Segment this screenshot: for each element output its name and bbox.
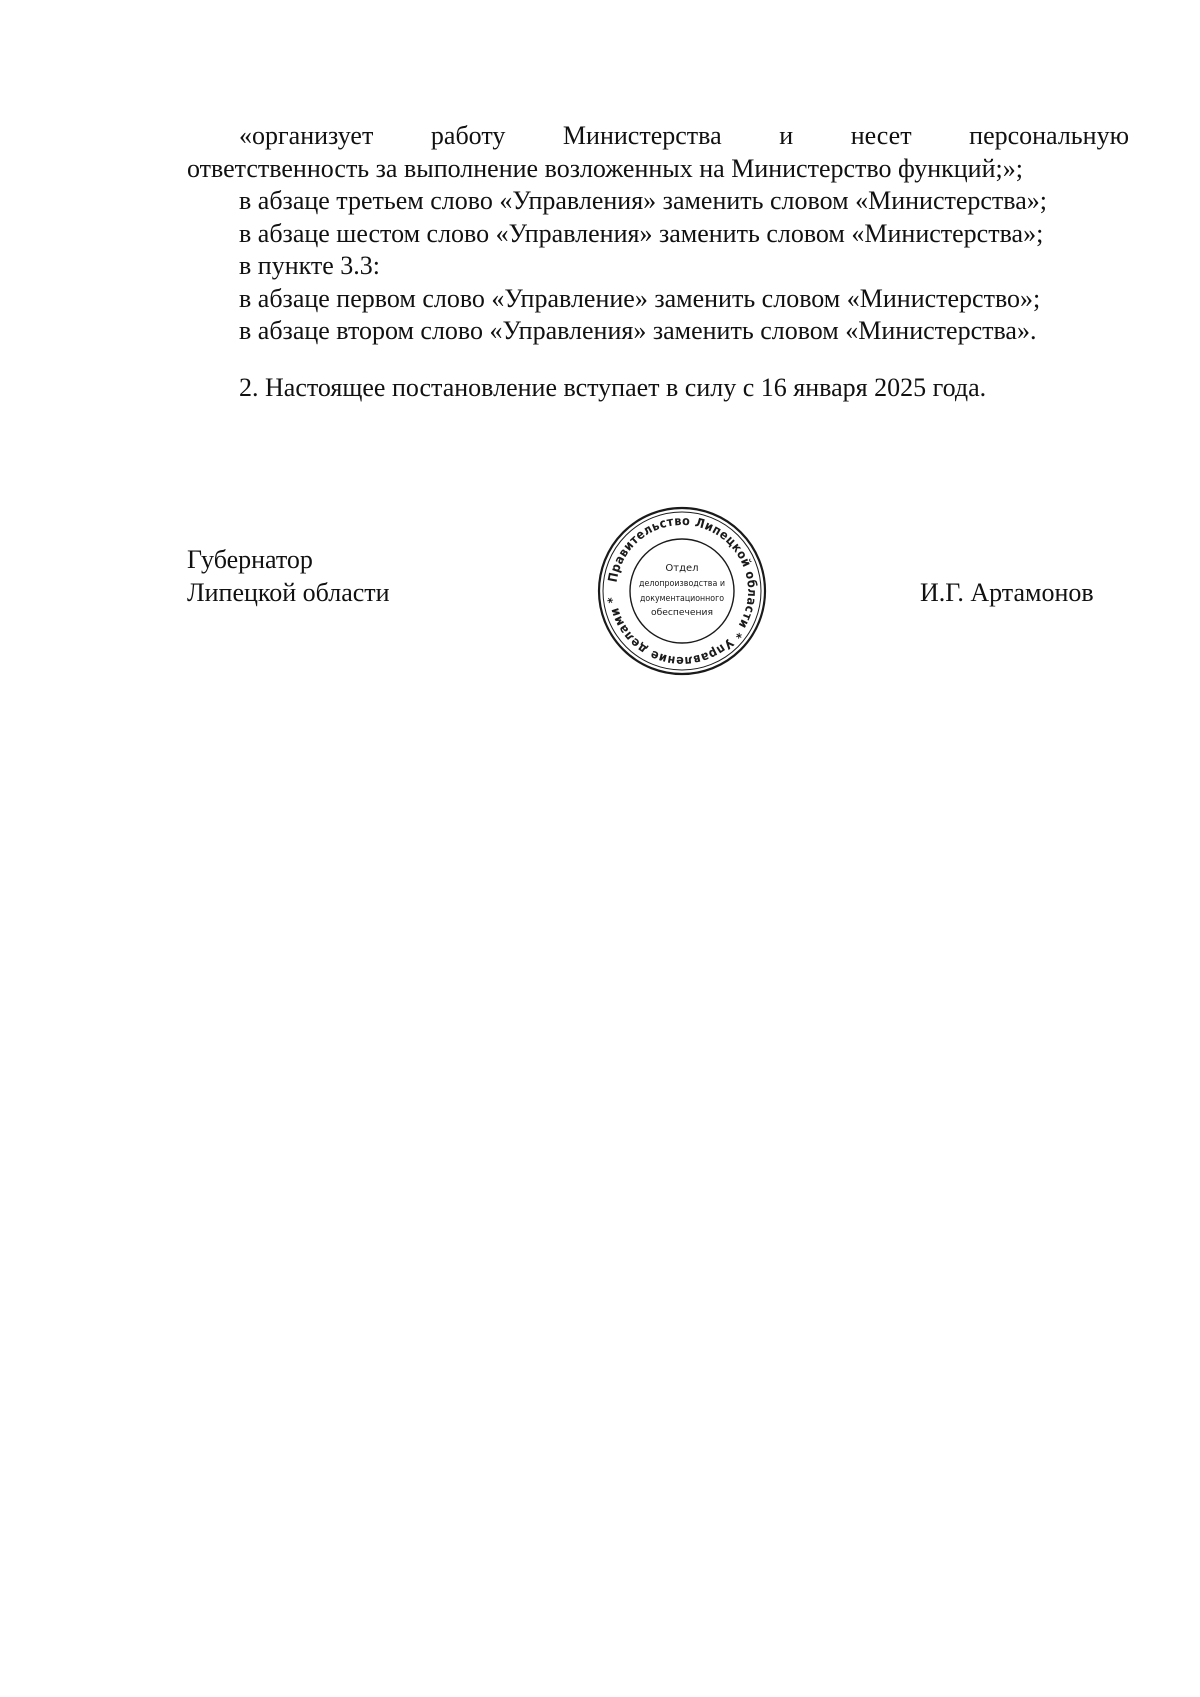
paragraph-line: «организует работу Министерства и несет персональную: [239, 121, 1129, 150]
signatory-title-line: Губернатор: [187, 545, 313, 574]
stamp-outer-text: Правительство Липецкой области * Управление делами *: [604, 512, 761, 670]
signatory-title: [187, 544, 390, 609]
stamp-inner-line: обеспечения: [651, 608, 713, 618]
paragraph: в абзаце третьем слово «Управления» заменить словом «Министерства»;: [239, 186, 1047, 215]
paragraph: в абзаце шестом слово «Управления» заменить словом «Министерства»;: [239, 218, 1044, 248]
paragraph: в абзаце первом слово «Управление» заменить словом «Министерство»;: [239, 283, 1041, 313]
paragraph-continuation: [187, 120, 1129, 185]
paragraph-effective-date: 2. Настоящее постановление вступает в силу с 16 января 2025 года.: [239, 372, 987, 402]
paragraph-line: ответственность за выполнение возложенных на Министерство функций;»;: [187, 153, 1023, 183]
signatory-name: И.Г. Артамонов: [920, 578, 1094, 607]
paragraph: в абзаце втором слово «Управления» заменить словом «Министерства».: [239, 316, 1037, 345]
stamp-inner-line: делопроизводства и: [639, 579, 726, 589]
document-body: [187, 120, 1129, 404]
official-stamp: [596, 505, 768, 677]
stamp-inner-line: Отдел: [665, 563, 699, 574]
signatory-title-line: Липецкой области: [187, 577, 390, 607]
paragraph-spacer: [187, 348, 1129, 372]
svg-text:Правительство Липецкой области: [604, 513, 760, 669]
paragraph: в пункте 3.3:: [239, 251, 381, 280]
stamp-inner-line: документационного: [640, 594, 725, 604]
